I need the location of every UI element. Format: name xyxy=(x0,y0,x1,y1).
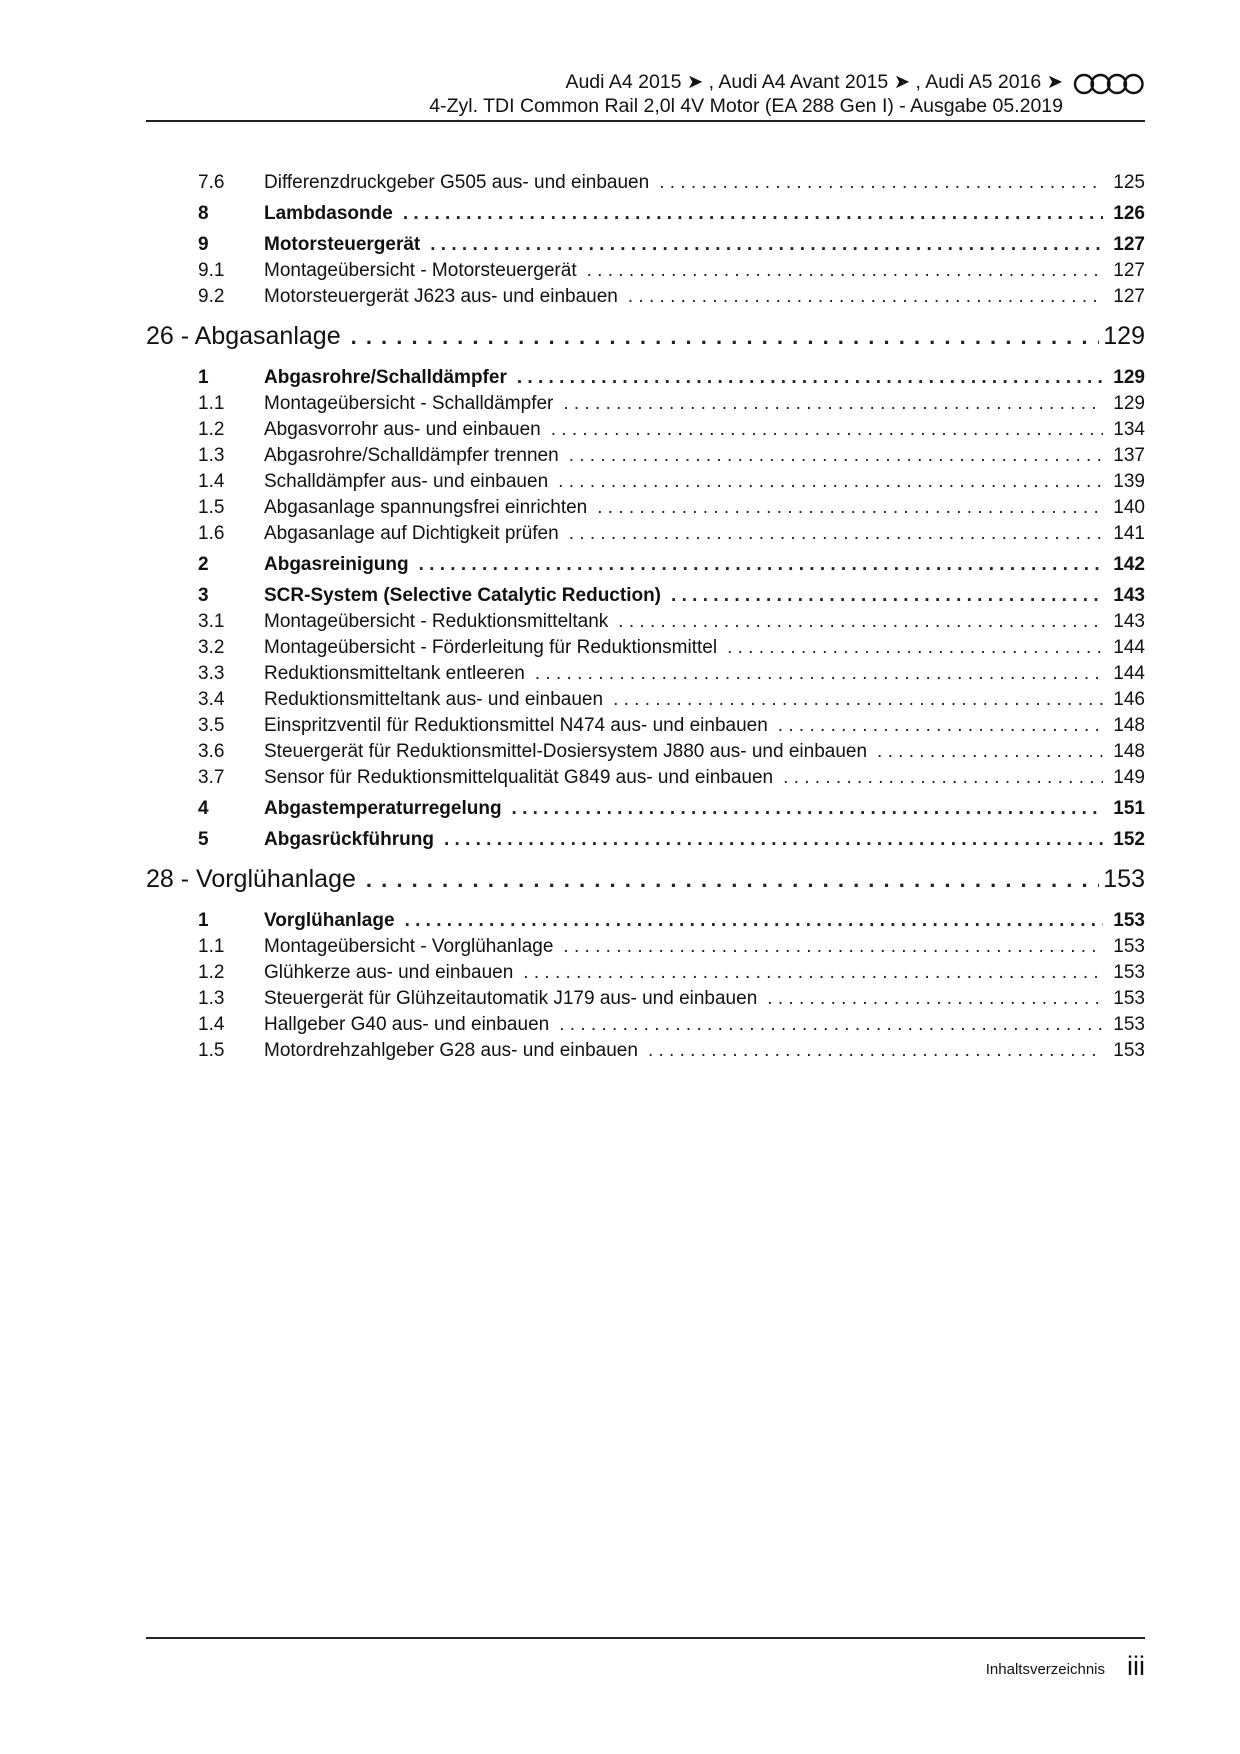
toc-entry-page: 149 xyxy=(1113,767,1145,788)
toc-entry-number: 1.2 xyxy=(198,419,225,440)
toc-entry-title: Montageübersicht - Förderleitung für Reduktionsmittel xyxy=(264,637,718,658)
toc-section[interactable] xyxy=(146,549,1145,580)
toc-dot-leader xyxy=(757,988,1103,1010)
toc-dot-leader xyxy=(553,936,1103,958)
toc-entry-title: Differenzdruckgeber G505 aus- und einbauen xyxy=(264,172,650,193)
toc-entry-number: 1.2 xyxy=(198,962,225,983)
toc-dot-leader xyxy=(525,663,1103,685)
toc-entry-page: 153 xyxy=(1103,865,1145,893)
toc-entry-title: Steuergerät für Reduktionsmittel-Dosiersystem J880 aus- und einbauen xyxy=(264,741,868,762)
toc-entry-title: Glühkerze aus- und einbauen xyxy=(264,962,514,983)
toc-entry-page: 126 xyxy=(1113,203,1145,224)
toc-entry-number: 1 xyxy=(198,910,209,931)
toc-entry-number: 1.1 xyxy=(198,393,225,414)
toc-subsection[interactable] xyxy=(146,393,1145,419)
header-engine-line: 4-Zyl. TDI Common Rail 2,0l 4V Motor (EA 288 Gen I) - Ausgabe 05.2019 xyxy=(429,95,1063,117)
header-vehicle-text: Audi A4 2015 ➤ , Audi A4 Avant 2015 ➤ , Audi A5 2016 ➤ xyxy=(565,71,1063,93)
toc-entry-title: Einspritzventil für Reduktionsmittel N474 aus- und einbauen xyxy=(264,715,768,736)
toc-entry-number: 1.3 xyxy=(198,445,225,466)
toc-subsection[interactable] xyxy=(146,767,1145,793)
toc-entry-number: 3.1 xyxy=(198,611,225,632)
toc-entry-page: 153 xyxy=(1113,936,1145,957)
toc-section[interactable] xyxy=(146,793,1145,824)
toc-entry-number: 3.4 xyxy=(198,689,225,710)
toc-section[interactable] xyxy=(146,229,1145,260)
toc-subsection[interactable] xyxy=(146,471,1145,497)
toc-entry-page: 146 xyxy=(1113,689,1145,710)
toc-subsection[interactable] xyxy=(146,260,1145,286)
toc-entry-number: 1.5 xyxy=(198,497,225,518)
header-vehicle-line xyxy=(565,70,1145,94)
toc-dot-leader xyxy=(608,611,1103,633)
toc-dot-leader xyxy=(549,1014,1103,1036)
toc-dot-leader xyxy=(661,585,1103,607)
toc-dot-leader xyxy=(507,367,1103,389)
toc-entry-page: 148 xyxy=(1113,741,1145,762)
toc-entry-page: 134 xyxy=(1113,419,1145,440)
toc-dot-leader xyxy=(541,419,1103,441)
toc-entry-title: Hallgeber G40 aus- und einbauen xyxy=(264,1014,550,1035)
toc-entry-title: Motordrehzahlgeber G28 aus- und einbauen xyxy=(264,1040,638,1061)
toc-section[interactable] xyxy=(146,198,1145,229)
toc-entry-number: 3.6 xyxy=(198,741,225,762)
toc-entry-page: 153 xyxy=(1113,1040,1145,1061)
toc-entry-number: 1 xyxy=(198,367,209,388)
toc-entry-title: Abgasreinigung xyxy=(264,554,409,575)
toc-entry-page: 151 xyxy=(1113,798,1145,819)
toc-entry-number: 3.5 xyxy=(198,715,225,736)
toc-entry-page: 153 xyxy=(1113,988,1145,1009)
toc-entry-page: 129 xyxy=(1113,367,1145,388)
toc-subsection[interactable] xyxy=(146,419,1145,445)
toc-entry-page: 143 xyxy=(1113,611,1145,632)
toc-entry-title: Lambdasonde xyxy=(264,203,393,224)
toc-entry-title: Abgasrückführung xyxy=(264,829,434,850)
toc-dot-leader xyxy=(548,471,1103,493)
toc-dot-leader xyxy=(768,715,1103,737)
toc-section[interactable] xyxy=(146,824,1145,855)
toc-entry-page: 127 xyxy=(1113,234,1145,255)
toc-entry-number: 7.6 xyxy=(198,172,225,193)
page-footer xyxy=(146,1637,1145,1681)
toc-entry-number: 8 xyxy=(198,203,209,224)
toc-subsection[interactable] xyxy=(146,715,1145,741)
toc-entry-number: 2 xyxy=(198,554,209,575)
toc-entry-page: 152 xyxy=(1113,829,1145,850)
toc-dot-leader xyxy=(603,689,1103,711)
toc-dot-leader xyxy=(773,767,1103,789)
toc-dot-leader xyxy=(341,324,1099,350)
toc-dot-leader xyxy=(559,445,1103,467)
toc-entry-page: 129 xyxy=(1103,322,1145,350)
toc-entry-page: 153 xyxy=(1113,1014,1145,1035)
footer-page-number: iii xyxy=(1127,1651,1145,1681)
toc-dot-leader xyxy=(717,637,1103,659)
toc-dot-leader xyxy=(393,203,1103,225)
toc-subsection[interactable] xyxy=(146,936,1145,962)
toc-entry-title: Schalldämpfer aus- und einbauen xyxy=(264,471,549,492)
toc-subsection[interactable] xyxy=(146,497,1145,523)
toc-entry-page: 153 xyxy=(1113,910,1145,931)
audi-rings-icon xyxy=(1073,72,1145,96)
toc-entry-title: Abgastemperaturregelung xyxy=(264,798,502,819)
toc-dot-leader xyxy=(638,1040,1103,1062)
toc-dot-leader xyxy=(587,497,1103,519)
toc-entry-page: 127 xyxy=(1113,260,1145,281)
toc-dot-leader xyxy=(434,829,1103,851)
toc-entry-page: 129 xyxy=(1113,393,1145,414)
toc-entry-title: SCR-System (Selective Catalytic Reduction) xyxy=(264,585,662,606)
toc-section[interactable] xyxy=(146,580,1145,611)
toc-dot-leader xyxy=(553,393,1103,415)
toc-chapter[interactable] xyxy=(146,312,1145,362)
toc-dot-leader xyxy=(420,234,1103,256)
toc-entry-number: 3.2 xyxy=(198,637,225,658)
toc-entry-page: 141 xyxy=(1113,523,1145,544)
toc-subsection[interactable] xyxy=(146,663,1145,689)
toc-dot-leader xyxy=(502,798,1103,820)
toc-entry-page: 143 xyxy=(1113,585,1145,606)
toc-subsection[interactable] xyxy=(146,286,1145,312)
footer-section-label: Inhaltsverzeichnis xyxy=(985,1661,1105,1678)
toc-entry-number: 1.4 xyxy=(198,1014,225,1035)
toc-section[interactable] xyxy=(146,362,1145,393)
toc-entry-page: 153 xyxy=(1113,962,1145,983)
toc-entry-title: 26 - Abgasanlage xyxy=(146,322,341,350)
toc-entry-title: Abgasrohre/Schalldämpfer trennen xyxy=(264,445,559,466)
toc-subsection[interactable] xyxy=(146,1014,1145,1040)
toc-entry-title: Montageübersicht - Motorsteuergerät xyxy=(264,260,577,281)
toc-entry-number: 1.5 xyxy=(198,1040,225,1061)
toc-entry-title: Montageübersicht - Vorglühanlage xyxy=(264,936,554,957)
toc-subsection[interactable] xyxy=(146,172,1145,198)
toc-dot-leader xyxy=(618,286,1103,308)
toc-entry-title: Reduktionsmitteltank aus- und einbauen xyxy=(264,689,604,710)
toc-entry-number: 3.3 xyxy=(198,663,225,684)
toc-entry-page: 139 xyxy=(1113,471,1145,492)
toc-entry-title: Montageübersicht - Reduktionsmitteltank xyxy=(264,611,609,632)
toc-entry-page: 127 xyxy=(1113,286,1145,307)
toc-entry-page: 125 xyxy=(1113,172,1145,193)
toc-entry-title: Montageübersicht - Schalldämpfer xyxy=(264,393,554,414)
toc-entry-title: Abgasanlage auf Dichtigkeit prüfen xyxy=(264,523,559,544)
toc-entry-number: 3.7 xyxy=(198,767,225,788)
toc-subsection[interactable] xyxy=(146,611,1145,637)
toc-dot-leader xyxy=(577,260,1103,282)
toc-entry-page: 140 xyxy=(1113,497,1145,518)
page-header xyxy=(146,70,1145,122)
toc-entry-title: Steuergerät für Glühzeitautomatik J179 aus- und einbauen xyxy=(264,988,758,1009)
toc-dot-leader xyxy=(513,962,1103,984)
toc-subsection[interactable] xyxy=(146,962,1145,988)
toc-subsection[interactable] xyxy=(146,637,1145,663)
toc-dot-leader xyxy=(356,867,1099,893)
toc-subsection[interactable] xyxy=(146,445,1145,471)
toc-section[interactable] xyxy=(146,905,1145,936)
toc-entry-title: Vorglühanlage xyxy=(264,910,395,931)
toc-entry-number: 1.6 xyxy=(198,523,225,544)
toc-entry-page: 148 xyxy=(1113,715,1145,736)
toc-subsection[interactable] xyxy=(146,988,1145,1014)
toc-entry-title: Abgasvorrohr aus- und einbauen xyxy=(264,419,541,440)
toc-subsection[interactable] xyxy=(146,523,1145,549)
toc-entry-title: Motorsteuergerät J623 aus- und einbauen xyxy=(264,286,618,307)
toc-dot-leader xyxy=(559,523,1103,545)
toc-subsection[interactable] xyxy=(146,1040,1145,1066)
toc-entry-page: 142 xyxy=(1113,554,1145,575)
table-of-contents xyxy=(146,172,1145,1066)
toc-entry-title: Abgasanlage spannungsfrei einrichten xyxy=(264,497,588,518)
toc-entry-title: Abgasrohre/Schalldämpfer xyxy=(264,367,507,388)
toc-entry-number: 9.2 xyxy=(198,286,225,307)
toc-entry-page: 144 xyxy=(1113,663,1145,684)
toc-entry-page: 137 xyxy=(1113,445,1145,466)
toc-entry-number: 1.1 xyxy=(198,936,225,957)
toc-entry-number: 4 xyxy=(198,798,209,819)
toc-dot-leader xyxy=(409,554,1103,576)
toc-entry-number: 3 xyxy=(198,585,209,606)
toc-entry-number: 1.3 xyxy=(198,988,225,1009)
toc-entry-number: 9 xyxy=(198,234,209,255)
toc-dot-leader xyxy=(867,741,1103,763)
toc-entry-title: Reduktionsmitteltank entleeren xyxy=(264,663,525,684)
toc-chapter[interactable] xyxy=(146,855,1145,905)
toc-subsection[interactable] xyxy=(146,689,1145,715)
toc-entry-page: 144 xyxy=(1113,637,1145,658)
toc-entry-title: Sensor für Reduktionsmittelqualität G849 aus- und einbauen xyxy=(264,767,774,788)
toc-entry-title: Motorsteuergerät xyxy=(264,234,421,255)
toc-entry-number: 1.4 xyxy=(198,471,225,492)
toc-dot-leader xyxy=(395,910,1103,932)
toc-dot-leader xyxy=(649,172,1103,194)
toc-entry-title: 28 - Vorglühanlage xyxy=(146,865,356,893)
toc-entry-number: 5 xyxy=(198,829,209,850)
toc-subsection[interactable] xyxy=(146,741,1145,767)
toc-entry-number: 9.1 xyxy=(198,260,225,281)
